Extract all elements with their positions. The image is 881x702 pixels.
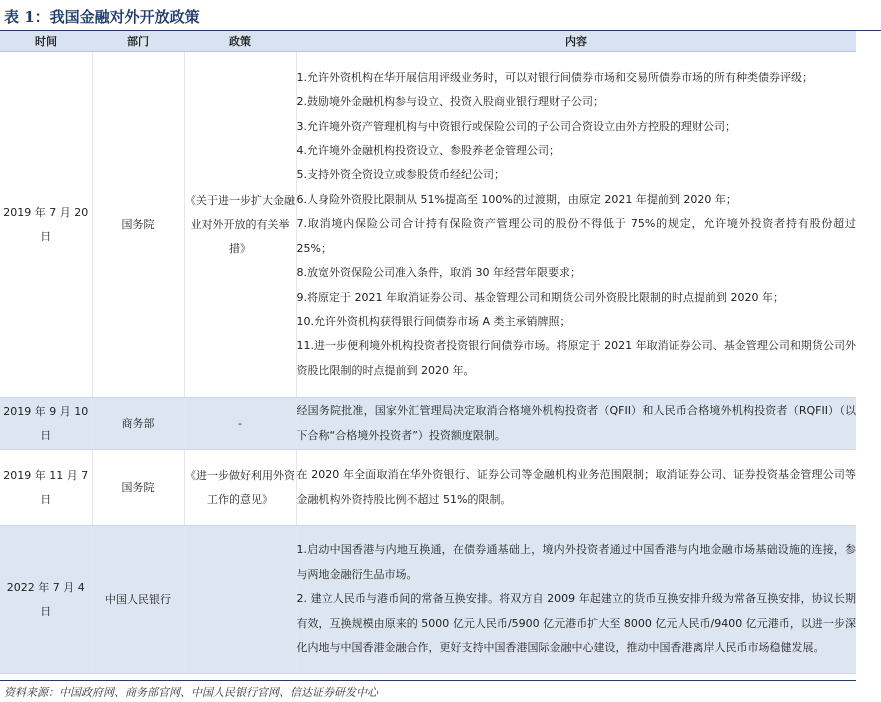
content-item: 11.进一步便利境外机构投资者投资银行间债券市场。将原定于 2021 年取消证券公司、基金管理公司和期货公司外资股比限制的时点提前到 2020 年。	[296, 339, 856, 377]
cell-time: 2019 年 9 月 10 日	[0, 398, 92, 450]
cell-policy: -	[184, 398, 296, 450]
table-row	[0, 450, 856, 526]
content-item: 7.取消境内保险公司合计持有保险资产管理公司的股份不得低于 75%的规定，允许境外投资者持有股份超过 25%；	[296, 217, 856, 255]
title-bar	[0, 0, 881, 31]
header-content: 内容	[296, 31, 856, 52]
cell-policy	[184, 526, 296, 674]
content-item: 8.放宽外资保险公司准入条件，取消 30 年经营年限要求；	[296, 266, 581, 280]
table-row	[0, 52, 856, 398]
content-item: 5.支持外资全资设立或参股货币经纪公司；	[296, 168, 505, 182]
content-item: 6.人身险外资股比限制从 51%提高至 100%的过渡期，由原定 2021 年提前到 2020 年；	[296, 192, 737, 206]
cell-content	[296, 526, 856, 674]
cell-content	[296, 52, 856, 398]
cell-policy: 《关于进一步扩大金融业对外开放的有关举措》	[184, 52, 296, 398]
cell-dept: 国务院	[92, 450, 184, 526]
table-row	[0, 398, 856, 450]
bottom-rule	[0, 680, 856, 681]
policy-table	[0, 31, 856, 674]
cell-time: 2019 年 11 月 7 日	[0, 450, 92, 526]
content-item: 1.启动中国香港与内地互换通，在债券通基础上，境内外投资者通过中国香港与内地金融市场基础设施的连接，参与两地金融衍生品市场。	[296, 543, 856, 581]
cell-dept: 国务院	[92, 52, 184, 398]
cell-dept: 中国人民银行	[92, 526, 184, 674]
content-item: 在 2020 年全面取消在华外资银行、证券公司等金融机构业务范围限制；取消证券公司、证券投资基金管理公司等金融机构外资持股比例不超过 51%的限制。	[296, 468, 856, 506]
cell-content	[296, 450, 856, 526]
content-item: 4.允许境外金融机构投资设立、参股养老金管理公司；	[296, 144, 560, 158]
content-item: 2. 建立人民币与港币间的常备互换安排。将双方自 2009 年起建立的货币互换安排升级为常备互换安排，协议长期有效，互换规模由原来的 5000 亿元人民币/5900 亿元港币扩大至 8000 亿元人民币/9400 亿元港币，以进一步深化内地与中国香港金融合作，更好支持中国香港国际金融中心建设，推动中国香港离岸人民币市场稳健发展。	[296, 592, 856, 655]
cell-time: 2022 年 7 月 4 日	[0, 526, 92, 674]
cell-time: 2019 年 7 月 20 日	[0, 52, 92, 398]
content-item: 3.允许境外资产管理机构与中资银行或保险公司的子公司合资设立由外方控股的理财公司；	[296, 119, 736, 133]
content-item: 10.允许外资机构获得银行间债券市场 A 类主承销牌照；	[296, 314, 571, 328]
content-item: 经国务院批准，国家外汇管理局决定取消合格境外机构投资者（QFII）和人民币合格境外机构投资者（RQFII）（以下合称“合格境外投资者”）投资额度限制。	[296, 404, 856, 442]
table-row	[0, 526, 856, 674]
table-title: 表 1：我国金融对外开放政策	[4, 8, 200, 26]
header-row	[0, 31, 856, 52]
cell-policy: 《进一步做好利用外资工作的意见》	[184, 450, 296, 526]
content-item: 1.允许外资机构在华开展信用评级业务时，可以对银行间债券市场和交易所债券市场的所有种类债券评级；	[296, 70, 813, 84]
cell-content	[296, 398, 856, 450]
content-item: 9.将原定于 2021 年取消证券公司、基金管理公司和期货公司外资股比限制的时点提前到 2020 年；	[296, 290, 784, 304]
header-policy: 政策	[184, 31, 296, 52]
header-dept: 部门	[92, 31, 184, 52]
content-item: 2.鼓励境外金融机构参与设立、投资入股商业银行理财子公司；	[296, 95, 604, 109]
header-time: 时间	[0, 31, 92, 52]
cell-dept: 商务部	[92, 398, 184, 450]
source-note: 资料来源：中国政府网、商务部官网、中国人民银行官网、信达证券研发中心	[4, 686, 378, 699]
